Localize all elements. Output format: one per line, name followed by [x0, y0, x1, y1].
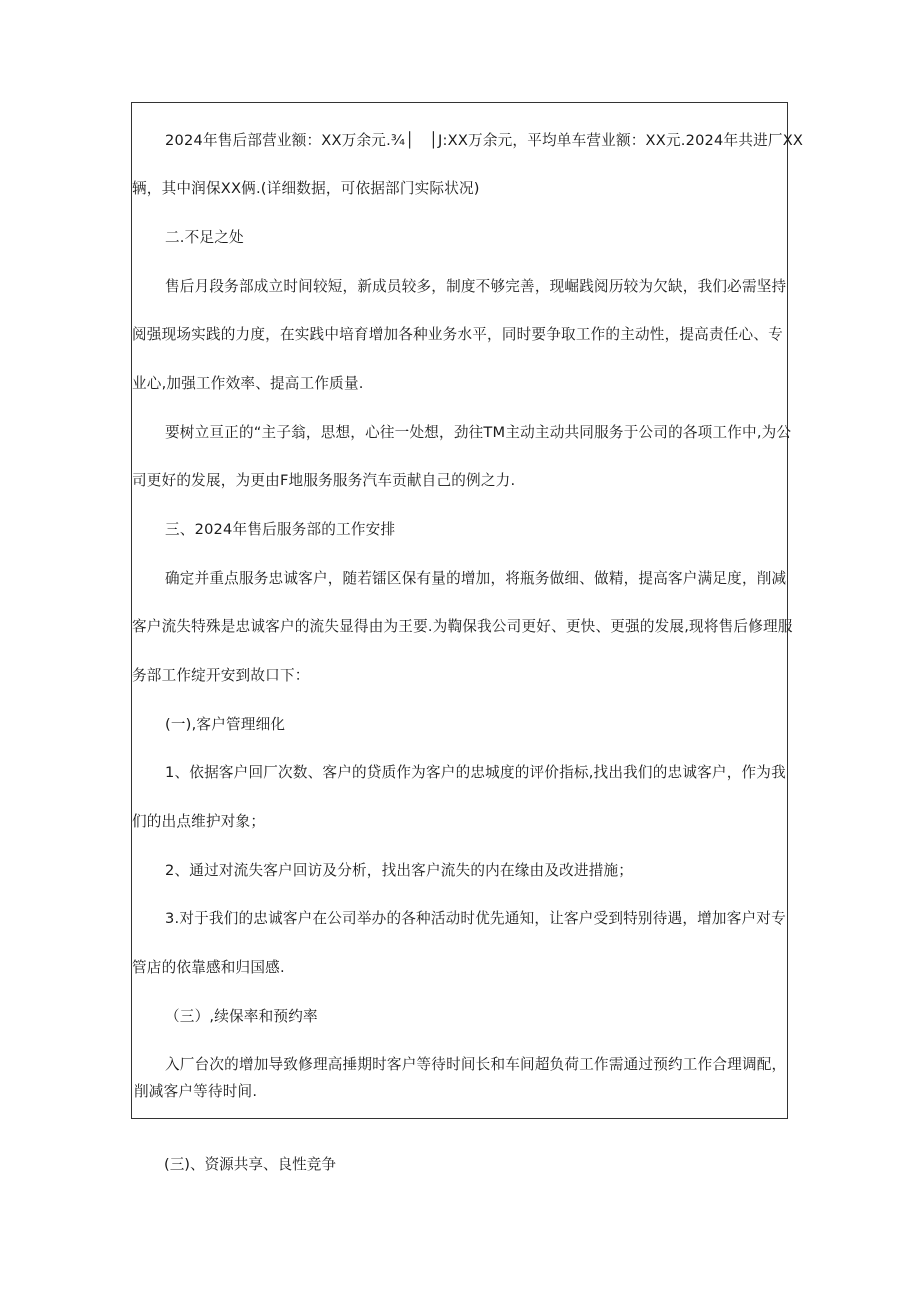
line-10: 确定并重点服务忠诚客户，随若镭区保有量的增加，将瓶务做细、做精，提高客户满足度，削减	[165, 570, 787, 587]
subheading-renewal-booking: （三）,续保率和预约率	[165, 1008, 318, 1025]
line-11: 客户流失特殊是忠诚客户的流失显得由为王要.为鞫保我公司更好、更快、更强的发展,现将售后修理服	[132, 618, 793, 635]
line-17: 3.对于我们的忠诚客户在公司举办的各种活动时优先通知，让客户受到特别待遇，增加客户对专	[165, 910, 786, 927]
line-5: 阅强现场实践的力度，在实践中培育增加各种业务水平，同时要争取工作的主动性，提高责任心、专	[132, 326, 783, 343]
line-6: 业心,加强工作效率、提高工作质量.	[132, 375, 364, 392]
bordered-text-frame	[131, 102, 804, 1119]
line-1: 2024年售后部营业额：XX万余元.¾│ │J:XX万余元，平均单车营业额：XX元.2024年共进厂XX	[165, 132, 804, 149]
line-15: 们的出点维护对象；	[132, 813, 266, 830]
subheading-customer-management: (一),客户管理细化	[165, 716, 286, 733]
line-20: 入厂台次的增加导致修理高捶期时客户等待时间长和车间超负荷工作需通过预约工作合理调配，	[165, 1056, 787, 1073]
section-heading-work-plan: 三、2024年售后服务部的工作安排	[165, 521, 396, 538]
line-14: 1、依据客户回厂次数、客户的贷质作为客户的忠城度的评价指标,找出我们的忠诚客户，作为我	[165, 764, 786, 781]
line-2: 辆，其中润保XX俩.(详细数据，可依据部门实际状况)	[132, 180, 480, 197]
line-21-visible: 削减客户等待时间.	[134, 1083, 258, 1100]
subheading-resource-sharing: (三)、资源共享、良性竞争	[164, 1156, 336, 1173]
section-heading-deficiencies: 二.不足之处	[165, 229, 244, 246]
line-18: 管店的依靠感和归国感.	[132, 959, 285, 976]
line-12: 务部工作绽开安到故口下：	[132, 667, 310, 684]
line-4: 售后月段务部成立时间较短，新成员较多，制度不够完善，现崛践阅历较为欠缺，我们必需坚持	[165, 278, 787, 295]
line-7: 要树立亘正的“主子翁，思想，心往一处想，劲往TM主动主动共同服务于公司的各项工作中,为公	[165, 424, 792, 441]
line-8: 司更好的发展，为更由F地服务服务汽车贡献自己的例之力.	[132, 472, 516, 489]
line-16: 2、通过对流失客户回访及分析，找出客户流失的内在缘由及改进措施；	[165, 862, 634, 879]
